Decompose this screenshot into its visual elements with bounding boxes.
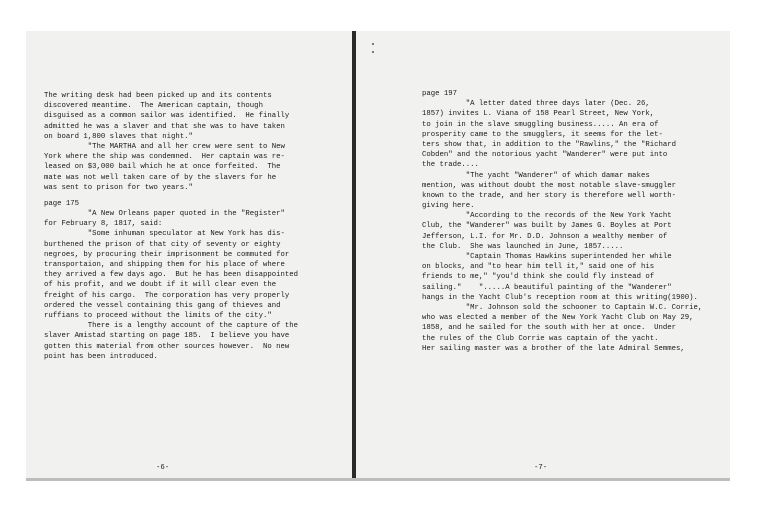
text-line: Jefferson, L.I. for Mr. D.D. Johnson a wealthy member of [422, 232, 668, 241]
right-page-number: -7- [534, 464, 548, 472]
text-line: friends to me," "you'd think she could fly instead of [422, 273, 655, 282]
left-page-number: -6- [156, 464, 170, 472]
text-line: mention, was without doubt the most notable slave-smuggler [422, 181, 676, 190]
text-line: "A letter dated three days later (Dec. 26, [422, 100, 650, 109]
right-page-text [422, 89, 702, 354]
text-line: "The MARTHA and all her crew were sent to New [44, 142, 285, 151]
left-page-text [44, 91, 298, 362]
text-line: negroes, by procuring their imprisonment be commuted for [44, 250, 290, 259]
text-line: point has been introduced. [44, 352, 158, 361]
text-line: ters show that, in addition to the "Rawlins," the "Richard [422, 140, 676, 149]
text-line: transportaion, and shipping them for his place of where [44, 261, 285, 269]
text-line: 1857) invites L. Viana of 158 Pearl Street, New York, [422, 110, 655, 119]
text-line: Cobden" and the notorious yacht "Wanderer" were put into [422, 151, 668, 160]
text-line: hangs in the Yacht Club's reception room at this writing(1900). [422, 293, 698, 302]
text-line: freight of his cargo. The corporation has very properly [44, 291, 290, 300]
text-line: on blocks, and "to hear him tell it," said one of his [422, 263, 655, 272]
right-page [356, 31, 730, 478]
margin-mark [372, 51, 374, 53]
text-line: known to the trade, and her story is therefore well worth- [422, 191, 676, 200]
text-line: ordered the vessel containing this gang of thieves and [44, 301, 281, 310]
margin-mark [372, 43, 374, 45]
text-line: Club, the "Wanderer" was built by James G. Boyles at Port [422, 222, 672, 231]
text-line: prosperity came to the smugglers, it seems for the let- [422, 130, 663, 139]
text-line: "According to the records of the New York Yacht [422, 212, 672, 221]
text-line: "Mr. Johnson sold the schooner to Captain W.C. Corrie, [422, 303, 703, 312]
text-line: gotten this material from other sources however. No new [44, 342, 290, 351]
text-line: There is a lengthy account of the capture of the [44, 322, 298, 331]
text-line: was sent to prison for two years." [44, 183, 193, 192]
text-line: discovered meantime. The American captain, though [44, 102, 263, 111]
text-line: ruffians to proceed without the limits of the city." [44, 311, 272, 320]
left-page [26, 31, 352, 478]
text-line: who was elected a member of the New York Yacht Club on May 29, [422, 314, 694, 323]
text-line: the trade.... [422, 161, 479, 170]
page-shadow [26, 478, 730, 481]
text-line: sailing." ".....A beautiful painting of the "Wanderer" [422, 283, 672, 292]
text-line: "The yacht "Wanderer" of which damar makes [422, 171, 650, 180]
text-line: for February 8, 1817, said: [44, 220, 163, 229]
text-line: slaver Amistad starting on page 185. I believe you have [44, 332, 290, 341]
text-line: the Club. She was launched in June, 1857..... [422, 242, 624, 251]
text-line: leased on $3,000 bail which he at once forfeited. The [44, 163, 281, 172]
text-line: giving here. [422, 202, 475, 211]
text-line: The writing desk had been picked up and its contents [44, 92, 272, 100]
text-line: the rules of the Club Corrie was captain of the yacht. [422, 334, 659, 343]
text-line: on board 1,800 slaves that night." [44, 132, 193, 141]
text-line: burthened the prison of that city of seventy or eighty [44, 240, 281, 249]
text-line: "Some inhuman speculator at New York has dis- [44, 230, 285, 239]
text-line: of his profit, and we doubt if it will clear even the [44, 281, 277, 290]
text-line: mate was not well taken care of by the slavers for he [44, 173, 277, 182]
text-line: they arrived a few days ago. But he has been disappointed [44, 271, 298, 280]
text-line: to join in the slave smuggling business..... An era of [422, 120, 659, 129]
text-line: York where the ship was condemned. Her captain was re- [44, 153, 285, 162]
text-line: page 197 [422, 90, 458, 98]
text-line: "Captain Thomas Hawkins superintended her while [422, 253, 672, 261]
text-line: page 175 [44, 199, 80, 208]
text-line: "A New Orleans paper quoted in the "Register" [44, 210, 285, 219]
text-line: disguised as a common sailor was identified. He finally [44, 112, 290, 121]
text-line: 1858, and he sailed for the south with her at once. Under [422, 324, 676, 333]
text-line: Her sailing master was a brother of the late Admiral Semmes, [422, 344, 685, 353]
text-line: admitted he was a slaver and that she was to have taken [44, 122, 285, 131]
